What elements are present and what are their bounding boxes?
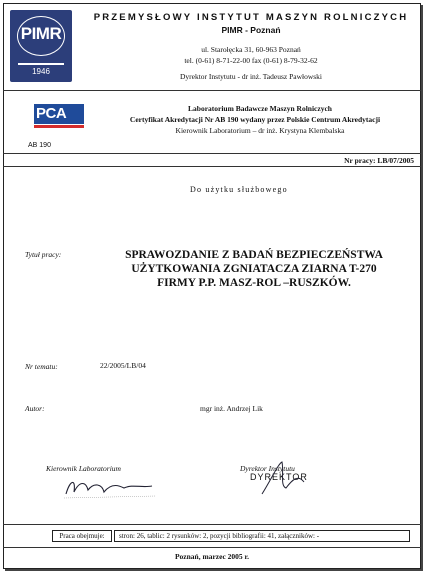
work-number-divider: [3, 166, 421, 167]
lab-divider: [3, 153, 421, 154]
scope-value: stron: 26, tablic: 2 rysunków: 2, pozycji bibliografii: 41, załączników: -: [114, 530, 410, 542]
scope-top-divider: [3, 524, 421, 525]
lab-manager-signature: [60, 474, 160, 502]
director-signature-label: Dyrektor Instytutu: [240, 464, 295, 473]
work-title-line-1: SPRAWOZDANIE Z BADAŃ BEZPIECZEŃSTWA: [125, 249, 383, 261]
pca-logo-stripe: [34, 125, 84, 128]
place-date: Poznań, marzec 2005 r.: [174, 552, 250, 561]
pca-logo-text: PCA: [36, 105, 67, 122]
institute-city: PIMR - Poznań: [221, 25, 281, 35]
work-title: [104, 248, 404, 290]
author-label: Autor:: [25, 404, 45, 413]
director-signature: [252, 458, 322, 498]
work-title-line-2: UŻYTKOWANIA ZGNIATACZA ZIARNA T-270: [131, 263, 377, 275]
usage-note: Do użytku służbowego: [190, 185, 288, 194]
pimr-logo-year: 1946: [32, 67, 50, 76]
accreditation-code: AB 190: [28, 142, 51, 149]
scope-label: Praca obejmuje:: [52, 530, 112, 542]
logo-bar: [18, 63, 64, 65]
lab-manager: Kierownik Laboratorium – dr inż. Krystyna Klembalska: [175, 126, 345, 135]
pimr-logo: [10, 10, 72, 82]
topic-label: Nr tematu:: [25, 362, 58, 371]
scope-bottom-divider: [3, 547, 421, 548]
director-stamp-text: DYREKTOR: [250, 472, 308, 482]
lab-certificate: Certyfikat Akredytacji Nr AB 190 wydany przez Polskie Centrum Akredytacji: [129, 115, 381, 124]
title-label: Tytuł pracy:: [25, 250, 62, 259]
institute-address: ul. Starołęcka 31, 60-963 Poznań: [201, 45, 301, 54]
work-number: [344, 156, 414, 165]
institute-phones: tel. (0-61) 8-71-22-00 fax (0-61) 8-79-32-62: [184, 56, 318, 65]
header-divider: [3, 90, 421, 91]
topic-value: 22/2005/LB/04: [100, 361, 146, 370]
director-stamp: [222, 462, 342, 498]
author-value: mgr inż. Andrzej Lik: [200, 404, 263, 413]
pca-logo: [34, 104, 84, 134]
lab-name: Laboratorium Badawcze Maszyn Rolniczych: [188, 104, 332, 113]
work-title-line-3: FIRMY P.P. MASZ-ROL –RUSZKÓW.: [157, 277, 351, 289]
work-number-value: LB/07/2005: [377, 156, 414, 165]
pimr-logo-text: PIMR: [20, 24, 62, 43]
work-number-label: Nr pracy:: [344, 156, 376, 165]
institute-director: Dyrektor Instytutu - dr inż. Tadeusz Pawłowski: [179, 72, 323, 81]
institute-name: PRZEMYSŁOWY INSTYTUT MASZYN ROLNICZYCH: [93, 12, 409, 23]
lab-manager-signature-label: Kierownik Laboratorium: [46, 464, 121, 473]
